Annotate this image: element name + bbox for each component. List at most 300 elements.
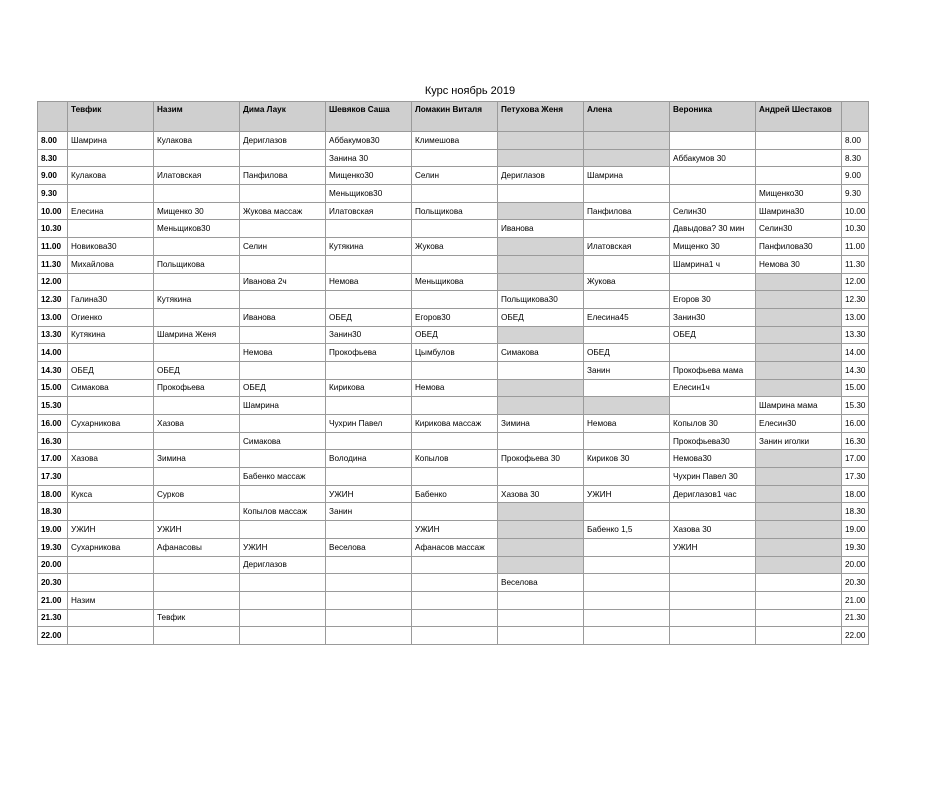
table-row (38, 521, 869, 539)
schedule-cell: Шамрина30 (756, 202, 842, 220)
schedule-cell: Копылов массаж (240, 503, 326, 521)
time-slot-label: 9.30 (38, 185, 68, 203)
time-slot-label: 8.30 (38, 149, 68, 167)
table-row (38, 609, 869, 627)
schedule-cell (326, 574, 412, 592)
schedule-cell: Панфилова (584, 202, 670, 220)
schedule-cell: Селин (412, 167, 498, 185)
schedule-cell (584, 503, 670, 521)
schedule-cell (240, 185, 326, 203)
time-slot-label: 11.30 (38, 255, 68, 273)
schedule-cell: Володина (326, 450, 412, 468)
schedule-cell: Немова (584, 415, 670, 433)
schedule-cell: Хазова 30 (498, 485, 584, 503)
schedule-cell: Аббакумов30 (326, 132, 412, 150)
schedule-cell (756, 468, 842, 486)
time-slot-label-right: 17.00 (842, 450, 869, 468)
schedule-cell: Дериглазов (498, 167, 584, 185)
time-slot-label-right: 12.30 (842, 291, 869, 309)
schedule-cell (584, 132, 670, 150)
schedule-cell (670, 185, 756, 203)
schedule-cell: Жукова (412, 238, 498, 256)
schedule-cell (756, 361, 842, 379)
schedule-cell: ОБЕД (154, 361, 240, 379)
schedule-cell (240, 609, 326, 627)
schedule-cell (670, 627, 756, 645)
schedule-cell: УЖИН (670, 538, 756, 556)
schedule-cell: Елесина (68, 202, 154, 220)
schedule-cell (68, 556, 154, 574)
schedule-cell (584, 574, 670, 592)
schedule-cell (68, 503, 154, 521)
schedule-cell (584, 556, 670, 574)
schedule-cell (498, 538, 584, 556)
table-row (38, 220, 869, 238)
schedule-cell (326, 521, 412, 539)
schedule-cell: ОБЕД (240, 379, 326, 397)
schedule-cell: Занин30 (326, 326, 412, 344)
time-slot-label: 19.30 (38, 538, 68, 556)
schedule-cell (670, 132, 756, 150)
schedule-cell: Афанасов массаж (412, 538, 498, 556)
schedule-cell (756, 379, 842, 397)
schedule-cell (498, 326, 584, 344)
schedule-cell: Елесин30 (756, 415, 842, 433)
schedule-cell: Селин30 (756, 220, 842, 238)
page-title: Курс ноябрь 2019 (424, 85, 516, 97)
table-row (38, 627, 869, 645)
schedule-cell (154, 344, 240, 362)
schedule-cell (154, 432, 240, 450)
schedule-cell: УЖИН (326, 485, 412, 503)
schedule-cell (68, 273, 154, 291)
schedule-cell: Хазова (154, 415, 240, 433)
schedule-table (37, 101, 869, 645)
schedule-cell (412, 220, 498, 238)
time-slot-label: 12.00 (38, 273, 68, 291)
table-row (38, 468, 869, 486)
schedule-cell (154, 574, 240, 592)
schedule-cell: Хазова (68, 450, 154, 468)
schedule-cell: Зимина (154, 450, 240, 468)
schedule-cell (670, 556, 756, 574)
table-row (38, 167, 869, 185)
schedule-cell: Прокофьева мама (670, 361, 756, 379)
schedule-cell (326, 627, 412, 645)
schedule-cell (584, 591, 670, 609)
schedule-cell (326, 432, 412, 450)
time-slot-label: 18.00 (38, 485, 68, 503)
schedule-cell (498, 556, 584, 574)
column-header: Дима Лаук (240, 102, 326, 132)
schedule-cell (584, 326, 670, 344)
time-slot-label: 17.00 (38, 450, 68, 468)
schedule-cell: Илатовская (584, 238, 670, 256)
table-row (38, 538, 869, 556)
table-row (38, 149, 869, 167)
time-slot-label-right: 9.30 (842, 185, 869, 203)
schedule-cell: Жукова (584, 273, 670, 291)
table-row (38, 485, 869, 503)
time-slot-label: 20.00 (38, 556, 68, 574)
time-slot-label-right: 15.00 (842, 379, 869, 397)
schedule-cell: УЖИН (68, 521, 154, 539)
schedule-cell: Шамрина1 ч (670, 255, 756, 273)
schedule-cell (154, 238, 240, 256)
schedule-cell (68, 432, 154, 450)
schedule-cell (498, 379, 584, 397)
schedule-cell: Прокофьева30 (670, 432, 756, 450)
time-slot-label: 14.00 (38, 344, 68, 362)
schedule-cell (756, 556, 842, 574)
column-header: Вероника (670, 102, 756, 132)
schedule-cell: Кирикова массаж (412, 415, 498, 433)
table-row (38, 397, 869, 415)
schedule-cell: Дериглазов1 час (670, 485, 756, 503)
schedule-cell: Давыдова? 30 мин (670, 220, 756, 238)
time-slot-label-right: 8.00 (842, 132, 869, 150)
table-row (38, 503, 869, 521)
table-row (38, 202, 869, 220)
schedule-cell (498, 273, 584, 291)
time-slot-label: 15.00 (38, 379, 68, 397)
column-header: Назим (154, 102, 240, 132)
schedule-cell (412, 185, 498, 203)
time-slot-label-right: 12.00 (842, 273, 869, 291)
column-header: Петухова Женя (498, 102, 584, 132)
schedule-cell: Хазова 30 (670, 521, 756, 539)
schedule-cell (240, 574, 326, 592)
time-slot-label-right: 13.00 (842, 308, 869, 326)
schedule-cell: Кукса (68, 485, 154, 503)
schedule-cell: Кулакова (154, 132, 240, 150)
schedule-cell (756, 591, 842, 609)
schedule-cell: Немова (326, 273, 412, 291)
schedule-cell: Меньщиков30 (326, 185, 412, 203)
schedule-cell (498, 627, 584, 645)
schedule-cell: Новикова30 (68, 238, 154, 256)
time-slot-label: 16.30 (38, 432, 68, 450)
schedule-cell (326, 591, 412, 609)
schedule-cell (670, 609, 756, 627)
column-header: Ломакин Виталя (412, 102, 498, 132)
schedule-cell (68, 627, 154, 645)
time-slot-label-right: 20.00 (842, 556, 869, 574)
schedule-cell: Меньщиков30 (154, 220, 240, 238)
time-slot-label: 8.00 (38, 132, 68, 150)
schedule-cell: Занин30 (670, 308, 756, 326)
time-slot-label-right: 14.30 (842, 361, 869, 379)
schedule-cell: Аббакумов 30 (670, 149, 756, 167)
schedule-cell: Бабенко (412, 485, 498, 503)
schedule-cell: Немова (412, 379, 498, 397)
schedule-cell (670, 344, 756, 362)
column-header: Тевфик (68, 102, 154, 132)
time-slot-label-right: 18.30 (842, 503, 869, 521)
schedule-cell (326, 609, 412, 627)
schedule-cell (326, 291, 412, 309)
time-slot-label-right: 21.00 (842, 591, 869, 609)
schedule-cell: Цымбулов (412, 344, 498, 362)
schedule-cell (756, 521, 842, 539)
schedule-cell (584, 468, 670, 486)
schedule-cell (756, 308, 842, 326)
table-row (38, 556, 869, 574)
time-slot-label: 15.30 (38, 397, 68, 415)
schedule-cell: ОБЕД (68, 361, 154, 379)
schedule-cell (240, 591, 326, 609)
schedule-cell: Бабенко 1,5 (584, 521, 670, 539)
schedule-cell: Занин (584, 361, 670, 379)
schedule-cell (498, 238, 584, 256)
schedule-cell: Прокофьева 30 (498, 450, 584, 468)
time-slot-label-right: 17.30 (842, 468, 869, 486)
schedule-cell (412, 627, 498, 645)
schedule-cell: Меньщикова (412, 273, 498, 291)
schedule-cell (498, 202, 584, 220)
schedule-cell: Кутякина (154, 291, 240, 309)
schedule-cell (326, 556, 412, 574)
time-slot-label: 9.00 (38, 167, 68, 185)
schedule-cell (240, 326, 326, 344)
schedule-cell: Илатовская (326, 202, 412, 220)
schedule-cell (240, 361, 326, 379)
table-row (38, 591, 869, 609)
schedule-cell: Зимина (498, 415, 584, 433)
schedule-cell (326, 397, 412, 415)
schedule-cell (412, 361, 498, 379)
time-slot-label: 13.00 (38, 308, 68, 326)
schedule-cell (154, 468, 240, 486)
schedule-cell: Огиенко (68, 308, 154, 326)
schedule-cell (68, 468, 154, 486)
schedule-cell (670, 167, 756, 185)
schedule-cell (584, 291, 670, 309)
schedule-cell: Шамрина (240, 397, 326, 415)
schedule-body (38, 132, 869, 645)
schedule-cell: Сухарникова (68, 538, 154, 556)
time-slot-label-right: 16.30 (842, 432, 869, 450)
schedule-cell: Климешова (412, 132, 498, 150)
time-slot-label-right: 10.00 (842, 202, 869, 220)
schedule-cell: Копылов (412, 450, 498, 468)
schedule-cell: Елесин1ч (670, 379, 756, 397)
schedule-cell: Иванова 2ч (240, 273, 326, 291)
schedule-cell: Сухарникова (68, 415, 154, 433)
schedule-cell: ОБЕД (326, 308, 412, 326)
schedule-cell (412, 591, 498, 609)
schedule-cell (68, 609, 154, 627)
time-slot-label-right: 8.30 (842, 149, 869, 167)
schedule-cell: ОБЕД (670, 326, 756, 344)
schedule-cell: УЖИН (240, 538, 326, 556)
table-row (38, 308, 869, 326)
schedule-cell: Панфилова30 (756, 238, 842, 256)
schedule-cell (412, 255, 498, 273)
schedule-cell: Кириков 30 (584, 450, 670, 468)
schedule-cell (498, 591, 584, 609)
time-slot-label: 21.00 (38, 591, 68, 609)
schedule-cell (412, 432, 498, 450)
time-slot-label-right: 10.30 (842, 220, 869, 238)
time-slot-label: 14.30 (38, 361, 68, 379)
schedule-cell: Веселова (498, 574, 584, 592)
table-row (38, 344, 869, 362)
schedule-cell: Мищенко 30 (154, 202, 240, 220)
schedule-cell: Елесина45 (584, 308, 670, 326)
schedule-cell: Иванова (498, 220, 584, 238)
schedule-cell: Кирикова (326, 379, 412, 397)
schedule-cell (412, 149, 498, 167)
schedule-cell: Кутякина (326, 238, 412, 256)
time-slot-label-right: 22.00 (842, 627, 869, 645)
schedule-cell (756, 167, 842, 185)
schedule-cell (756, 291, 842, 309)
schedule-cell (756, 574, 842, 592)
header-corner (38, 102, 68, 132)
time-slot-label: 19.00 (38, 521, 68, 539)
time-slot-label-right: 21.30 (842, 609, 869, 627)
time-slot-label-right: 16.00 (842, 415, 869, 433)
schedule-cell: Панфилова (240, 167, 326, 185)
schedule-cell (756, 149, 842, 167)
schedule-cell (756, 485, 842, 503)
schedule-cell (498, 521, 584, 539)
time-slot-label: 11.00 (38, 238, 68, 256)
table-row (38, 574, 869, 592)
schedule-cell: УЖИН (584, 485, 670, 503)
time-slot-label-right: 15.30 (842, 397, 869, 415)
schedule-cell: Шамрина Женя (154, 326, 240, 344)
schedule-cell: Егоров 30 (670, 291, 756, 309)
schedule-cell: Симакова (240, 432, 326, 450)
schedule-cell: Мищенко30 (326, 167, 412, 185)
schedule-cell: Немова (240, 344, 326, 362)
table-row (38, 291, 869, 309)
time-slot-label-right: 11.30 (842, 255, 869, 273)
schedule-cell (326, 468, 412, 486)
schedule-cell (68, 149, 154, 167)
table-row (38, 450, 869, 468)
schedule-cell (670, 574, 756, 592)
schedule-cell (756, 132, 842, 150)
schedule-cell: Егоров30 (412, 308, 498, 326)
schedule-cell (670, 591, 756, 609)
time-slot-label-right: 13.30 (842, 326, 869, 344)
schedule-cell (584, 627, 670, 645)
time-slot-label: 20.30 (38, 574, 68, 592)
schedule-cell (154, 627, 240, 645)
schedule-cell (412, 503, 498, 521)
table-row (38, 379, 869, 397)
schedule-cell (498, 361, 584, 379)
schedule-cell: Занин (326, 503, 412, 521)
schedule-cell: Назим (68, 591, 154, 609)
schedule-cell: Чухрин Павел (326, 415, 412, 433)
time-slot-label-right: 9.00 (842, 167, 869, 185)
schedule-cell: Дериглазов (240, 132, 326, 150)
schedule-cell (68, 574, 154, 592)
schedule-cell (240, 521, 326, 539)
schedule-cell (584, 379, 670, 397)
schedule-cell (240, 149, 326, 167)
schedule-cell (240, 220, 326, 238)
schedule-cell (756, 344, 842, 362)
schedule-cell (498, 132, 584, 150)
schedule-cell (154, 149, 240, 167)
schedule-cell (498, 149, 584, 167)
schedule-cell (412, 574, 498, 592)
column-header: Алена (584, 102, 670, 132)
schedule-cell (68, 220, 154, 238)
header-row (38, 102, 869, 132)
schedule-cell (68, 344, 154, 362)
table-row (38, 415, 869, 433)
schedule-cell (670, 273, 756, 291)
schedule-cell: Занин иголки (756, 432, 842, 450)
table-row (38, 326, 869, 344)
time-slot-label: 16.00 (38, 415, 68, 433)
time-slot-label: 22.00 (38, 627, 68, 645)
schedule-cell (670, 397, 756, 415)
schedule-cell (154, 556, 240, 574)
schedule-cell (756, 450, 842, 468)
schedule-cell (240, 255, 326, 273)
schedule-cell: ОБЕД (498, 308, 584, 326)
schedule-cell: Шамрина (68, 132, 154, 150)
schedule-cell: УЖИН (412, 521, 498, 539)
schedule-cell (756, 609, 842, 627)
schedule-cell: Прокофьева (154, 379, 240, 397)
schedule-cell (412, 291, 498, 309)
time-slot-label-right: 19.30 (842, 538, 869, 556)
schedule-cell (584, 220, 670, 238)
schedule-cell: Кутякина (68, 326, 154, 344)
schedule-cell: Жукова массаж (240, 202, 326, 220)
schedule-cell (756, 627, 842, 645)
table-row (38, 185, 869, 203)
schedule-cell (498, 397, 584, 415)
time-slot-label-right: 14.00 (842, 344, 869, 362)
schedule-cell (240, 485, 326, 503)
schedule-cell: Занина 30 (326, 149, 412, 167)
schedule-cell: Немова30 (670, 450, 756, 468)
schedule-cell (68, 397, 154, 415)
schedule-cell (756, 326, 842, 344)
time-slot-label-right: 20.30 (842, 574, 869, 592)
time-slot-label: 18.30 (38, 503, 68, 521)
column-header: Шевяков Саша (326, 102, 412, 132)
schedule-cell (154, 503, 240, 521)
schedule-cell (412, 609, 498, 627)
schedule-cell (584, 185, 670, 203)
time-slot-label: 21.30 (38, 609, 68, 627)
schedule-cell: Селин (240, 238, 326, 256)
schedule-cell: Мищенко30 (756, 185, 842, 203)
schedule-cell (498, 185, 584, 203)
header-end (842, 102, 869, 132)
schedule-cell (154, 185, 240, 203)
schedule-cell (498, 609, 584, 627)
schedule-cell: Польщикова30 (498, 291, 584, 309)
table-row (38, 432, 869, 450)
schedule-cell (68, 185, 154, 203)
schedule-cell: УЖИН (154, 521, 240, 539)
schedule-cell (154, 273, 240, 291)
schedule-cell: Илатовская (154, 167, 240, 185)
table-row (38, 132, 869, 150)
time-slot-label: 10.00 (38, 202, 68, 220)
